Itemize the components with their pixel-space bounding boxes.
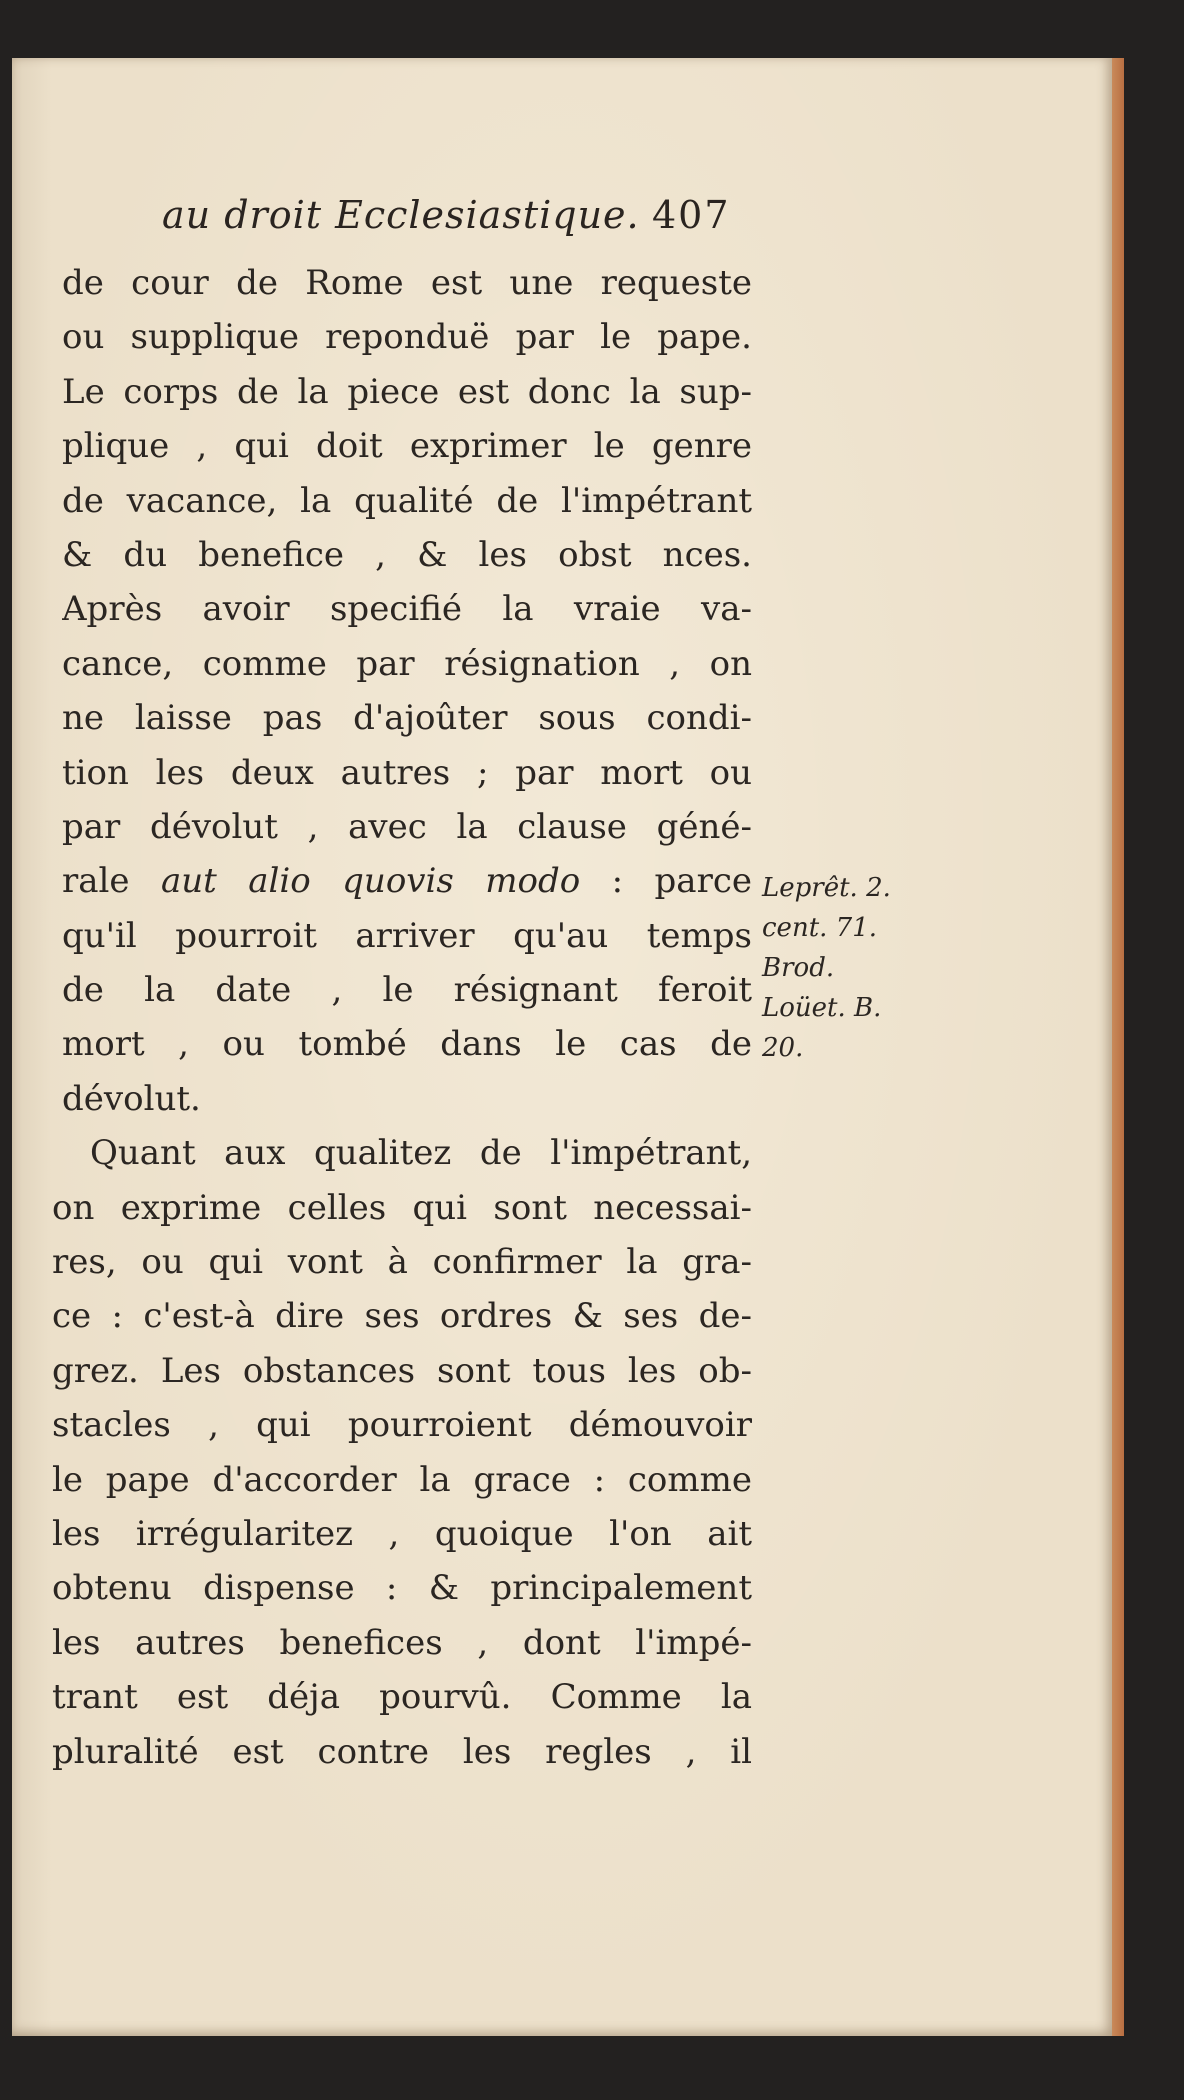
text-line: on exprime celles qui sont necessai- [52, 1187, 752, 1228]
text-line: mort , ou tombé dans le cas de [62, 1024, 752, 1065]
text-line: res, ou qui vont à confirmer la gra- [52, 1242, 752, 1283]
text-line: de la date , le résignant feroit [62, 970, 752, 1011]
text-line: & du benefice , & les obst nces. [62, 534, 752, 575]
text-line: trant est déja pourvû. Comme la [52, 1677, 752, 1718]
text-line: grez. Les obstances sont tous les ob- [52, 1350, 752, 1391]
text-line: dévolut. [62, 1078, 201, 1119]
roman-text: rale [62, 861, 130, 902]
page-header [12, 193, 1112, 253]
text-line: ce : c'est-à dire ses ordres & ses de- [52, 1296, 752, 1337]
text-line: ou supplique reponduë par le pape. [62, 317, 752, 358]
text-line: tion les deux autres ; par mort ou [62, 752, 752, 793]
text-line: de vacance, la qualité de l'impétrant [62, 480, 752, 521]
text-line: le pape d'accorder la grace : comme [52, 1459, 752, 1500]
latin-phrase: aut alio quovis modo [160, 861, 581, 902]
text-line: les autres benefices , dont l'impé- [52, 1622, 752, 1663]
text-line: de cour de Rome est une requeste [62, 263, 752, 303]
roman-text: : parce [611, 861, 752, 902]
text-line: par dévolut , avec la clause géné- [62, 806, 752, 847]
margin-note: Loüet. B. [762, 993, 882, 1023]
margin-notes [762, 868, 932, 1068]
margin-note: cent. 71. [762, 913, 878, 943]
margin-note: Leprêt. 2. [762, 873, 891, 903]
text-line: cance, comme par résignation , on [62, 643, 752, 684]
margin-note: Brod. [762, 953, 835, 983]
text-line: obtenu dispense : & principalement [52, 1568, 752, 1609]
text-line-mixed [62, 854, 752, 908]
page-number: 407 [652, 193, 731, 237]
text-line: pluralité est contre les regles , il [52, 1731, 752, 1772]
body-text [52, 256, 752, 1779]
text-line: stacles , qui pourroient démouvoir [52, 1405, 752, 1446]
paragraph-start-line: Quant aux qualitez de l'impétrant, [90, 1133, 752, 1174]
text-line: Le corps de la piece est donc la sup- [62, 371, 752, 412]
text-line: ne laisse pas d'ajoûter sous condi- [62, 698, 752, 739]
margin-note: 20. [762, 1033, 804, 1063]
page-edge [1112, 58, 1124, 2036]
book-page [12, 58, 1112, 2036]
text-line: Après avoir specifié la vraie va- [62, 589, 752, 630]
text-line: les irrégularitez , quoique l'on ait [52, 1513, 752, 1554]
text-line: qu'il pourroit arriver qu'au temps [62, 915, 752, 956]
text-line: plique , qui doit exprimer le genre [62, 426, 752, 467]
running-title: au droit Ecclesiastique. [162, 193, 640, 237]
